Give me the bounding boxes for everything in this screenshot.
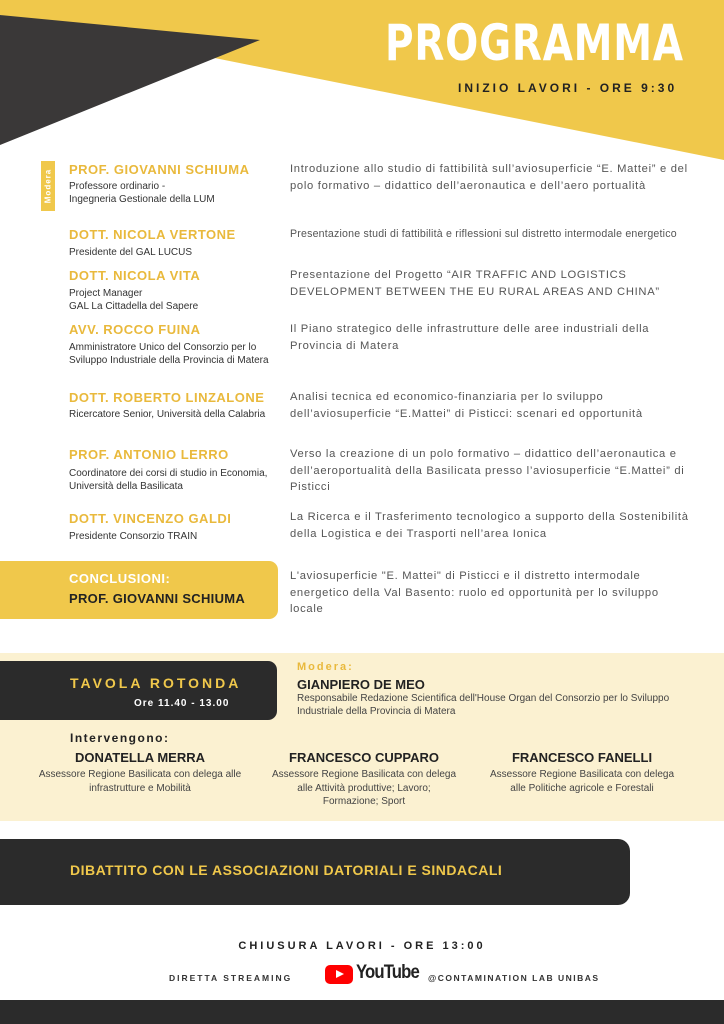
dibattito-title: DIBATTITO CON LE ASSOCIAZIONI DATORIALI E SINDACALI (70, 862, 503, 878)
panelist-role: Assessore Regione Basilicata con delega alle infrastrutture e Mobilità (38, 769, 242, 794)
speaker-name: PROF. ANTONIO LERRO (69, 447, 229, 462)
speaker-role: Project Manager GAL La Cittadella del Sapere (69, 288, 199, 312)
conclusioni-label: CONCLUSIONI: (69, 571, 171, 586)
moderator-role: Responsabile Redazione Scientifica dell'House Organ del Consorzio per lo Sviluppo Industriale della Provincia di Matera (297, 693, 670, 717)
speaker-name: DOTT. VINCENZO GALDI (69, 511, 232, 526)
youtube-logo[interactable] (325, 962, 419, 986)
panelist-name: FRANCESCO FANELLI (511, 750, 653, 765)
speaker-name: PROF. GIOVANNI SCHIUMA (69, 162, 250, 177)
speaker-topic: Analisi tecnica ed economico-finanziaria per lo sviluppo dell’aviosuperficie “E.Mattei” di Pisticci: scenari ed opportunità (290, 391, 643, 420)
youtube-play-icon (325, 965, 353, 984)
speaker-topic: Verso la creazione di un polo formativo – didattico dell’aeronautica e dell’aeroportualità della Basilicata presso l’aviosuperficie “E.Mattei” di Pisticci (290, 448, 685, 493)
moderator-label: Modera: (297, 661, 354, 673)
speaker-name: AVV. ROCCO FUINA (69, 322, 201, 337)
speaker-role: Ricercatore Senior, Università della Calabria (69, 409, 266, 420)
live-streaming-label: DIRETTA STREAMING (169, 973, 293, 983)
panelist-role: Assessore Regione Basilicata con delega alle Politiche agricole e Forestali (490, 769, 674, 794)
speaker-role: Presidente del GAL LUCUS (69, 247, 193, 258)
modera-tag-label: Modera (43, 168, 53, 204)
bottom-bar (0, 1000, 724, 1024)
panelist-name: DONATELLA MERRA (75, 750, 205, 765)
speaker-topic: Il Piano strategico delle infrastrutture delle aree industriali della Provincia di Matera (290, 323, 650, 352)
speaker-name: DOTT. NICOLA VERTONE (69, 227, 236, 242)
speaker-topic: Presentazione studi di fattibilità e riflessioni sul distretto intermodale energetico (290, 228, 677, 240)
youtube-wordmark: YouTube (356, 962, 419, 983)
conclusioni-topic: L'aviosuperficie "E. Mattei" di Pisticci e il distretto intermodale energetico della Val Basento: ruolo ed opportunità per lo sviluppo locale (290, 570, 659, 615)
speaker-topic: Presentazione del Progetto “AIR TRAFFIC AND LOGISTICS DEVELOPMENT BETWEEN THE EU RURAL AREAS AND CHINA” (290, 269, 660, 298)
round-table-time: Ore 11.40 - 13.00 (134, 698, 230, 709)
speaker-name: DOTT. NICOLA VITA (69, 268, 201, 283)
moderator-name: GIANPIERO DE MEO (297, 677, 425, 692)
speaker-role: Amministratore Unico del Consorzio per lo Sviluppo Industriale della Provincia di Matera (69, 342, 269, 366)
conclusioni-speaker: PROF. GIOVANNI SCHIUMA (69, 591, 246, 606)
speaker-role: Presidente Consorzio TRAIN (69, 531, 198, 542)
panelist-name: FRANCESCO CUPPARO (289, 750, 439, 765)
intervengono-label: Intervengono: (70, 731, 170, 745)
closing-time: CHIUSURA LAVORI - ORE 13:00 (238, 940, 486, 952)
speaker-role: Coordinatore dei corsi di studio in Economia, Università della Basilicata (69, 468, 268, 492)
speaker-topic: La Ricerca e il Trasferimento tecnologico a supporto della Sostenibilità della Logistica e dei Trasporti nell’area Ionica (290, 511, 689, 540)
speaker-topic: Introduzione allo studio di fattibilità sull’aviosuperficie “E. Mattei” e del polo formativo – didattico dell’aeronautica e dell’aero portualità (290, 163, 688, 192)
speaker-name: DOTT. ROBERTO LINZALONE (69, 390, 265, 405)
start-time-subtitle: INIZIO LAVORI - ORE 9:30 (458, 81, 678, 95)
modera-tag (41, 161, 55, 211)
channel-handle: @CONTAMINATION LAB UNIBAS (428, 973, 600, 983)
conclusioni-box (0, 561, 278, 619)
page-title: PROGRAMMA (385, 14, 684, 72)
speaker-role: Professore ordinario - Ingegneria Gestionale della LUM (69, 181, 215, 205)
round-table-title: TAVOLA ROTONDA (70, 675, 242, 691)
panelist-role: Assessore Regione Basilicata con delega alle Attività produttive; Lavoro; Formazione; Sport (272, 769, 456, 807)
